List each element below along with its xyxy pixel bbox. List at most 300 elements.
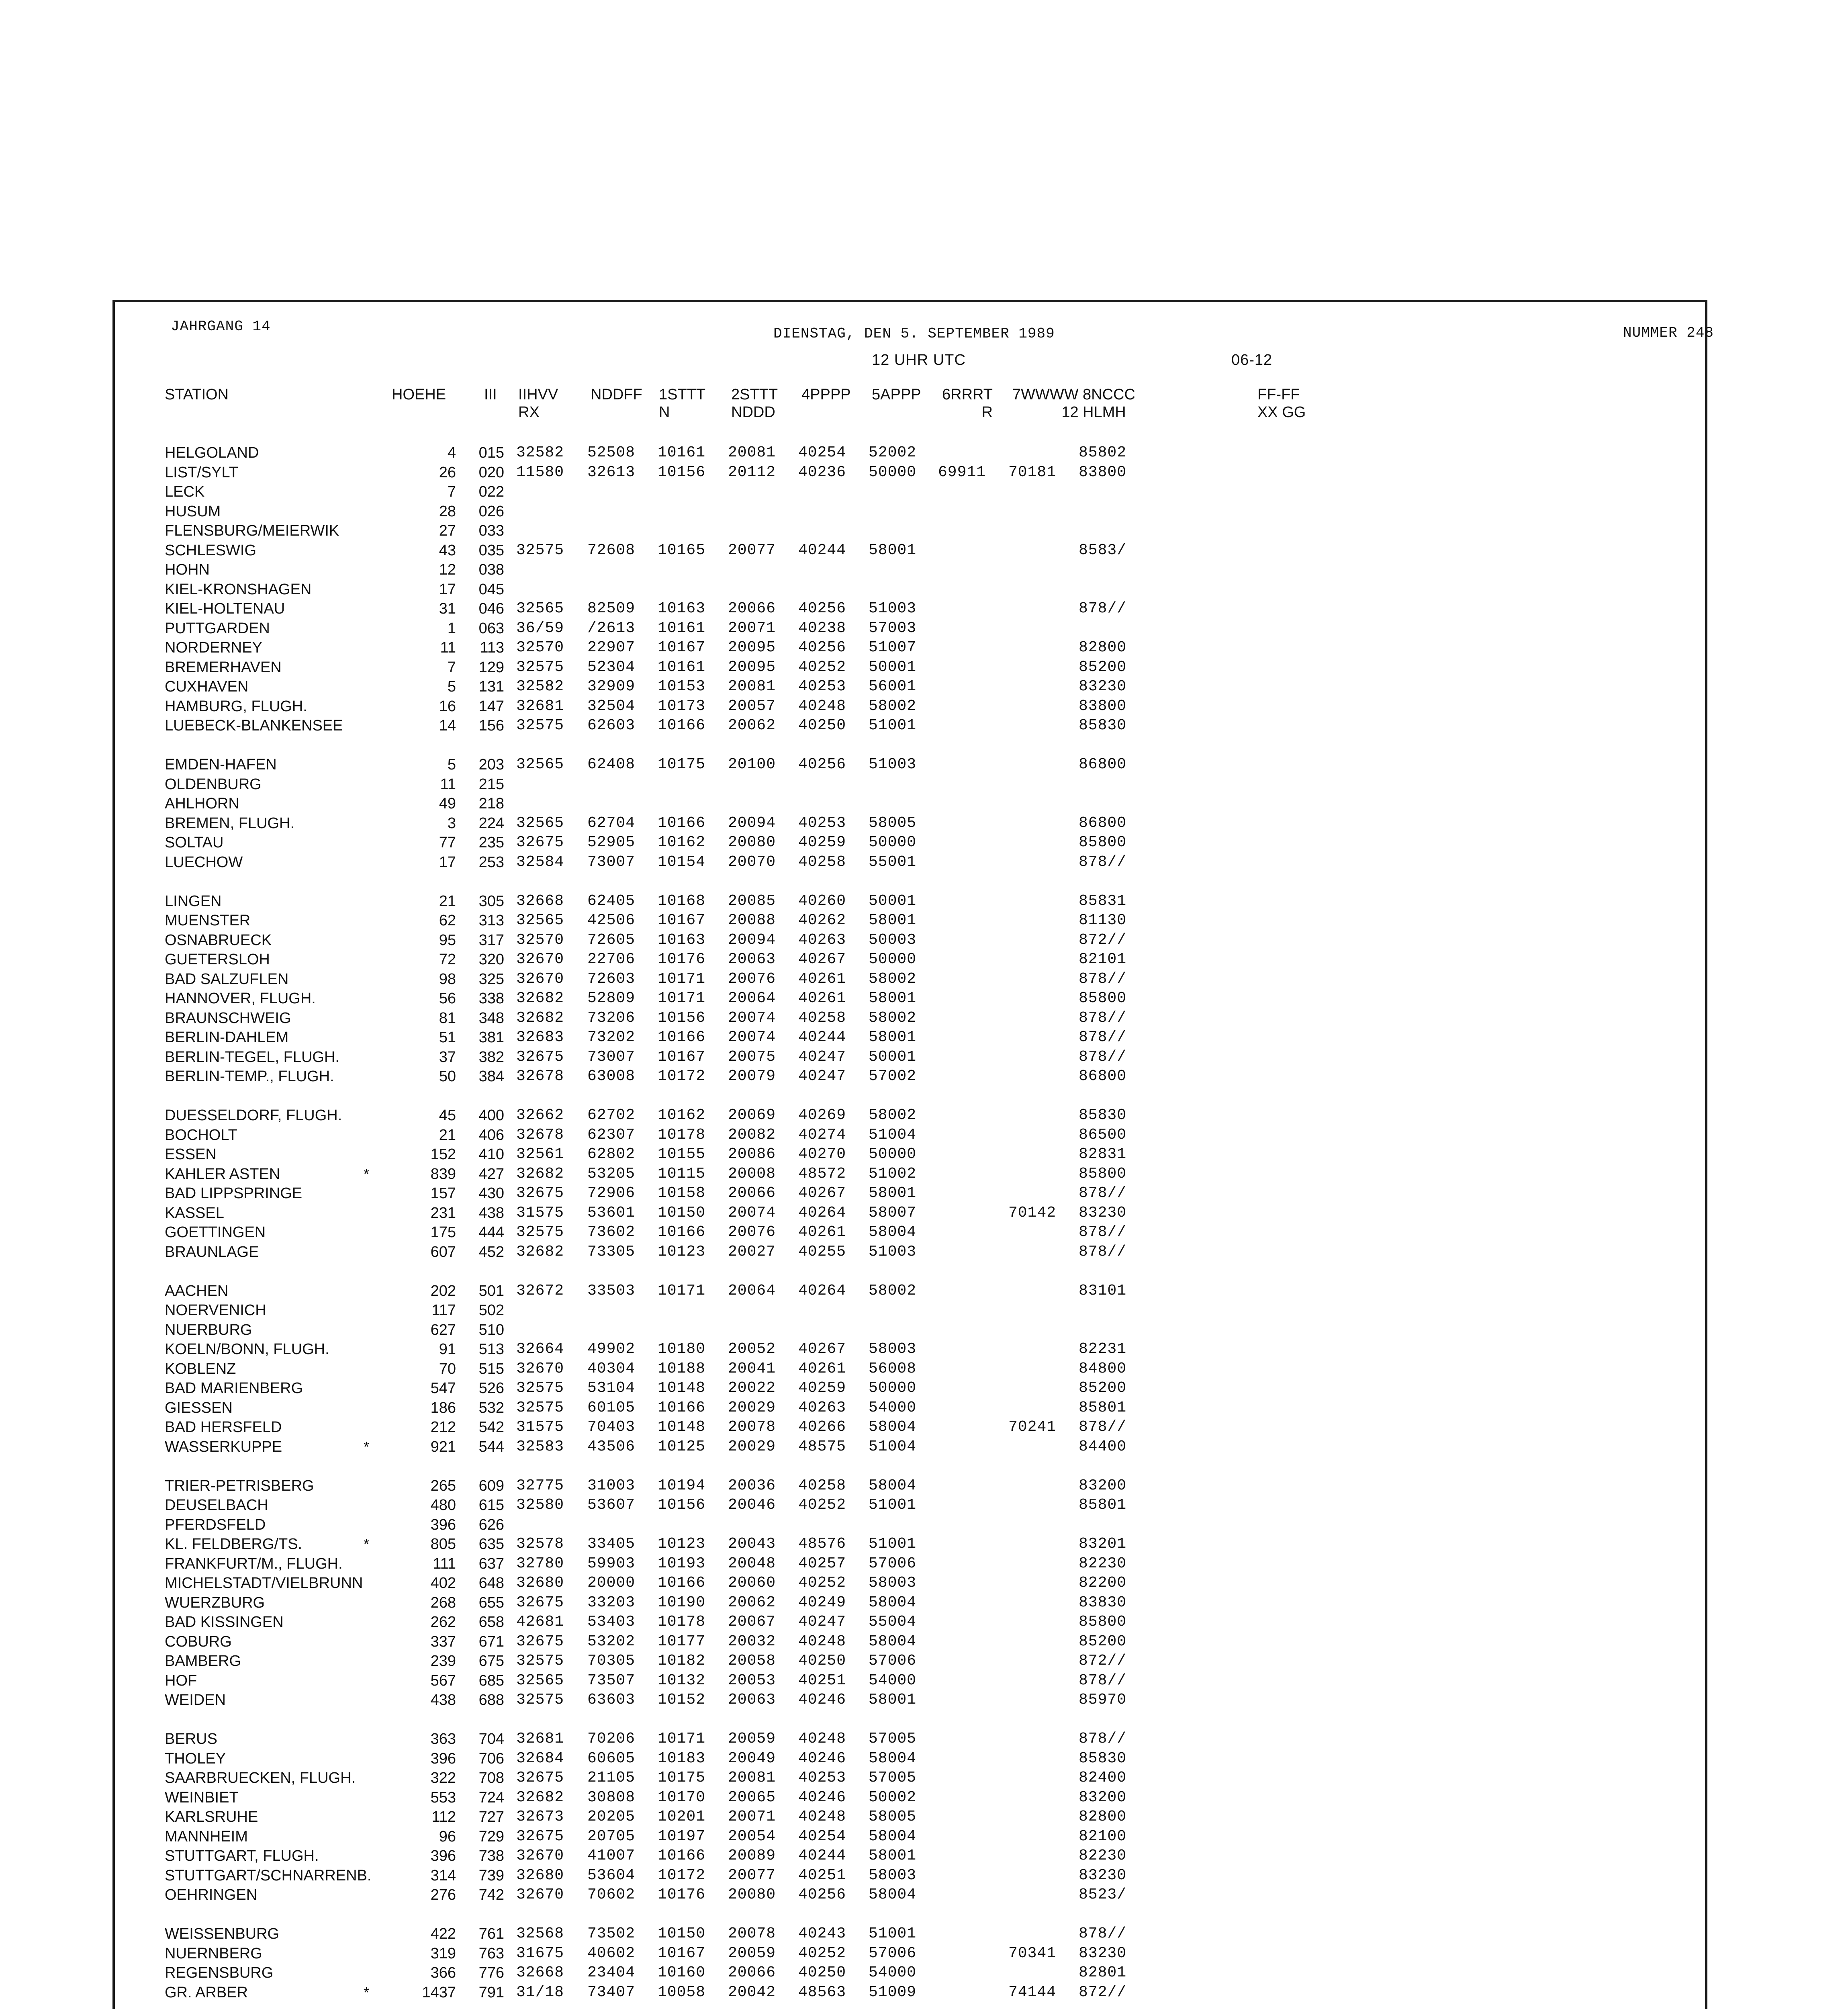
cell-iii: 542 xyxy=(478,1419,504,1436)
cell-c4: 20071 xyxy=(728,619,776,637)
cell-iii: 224 xyxy=(478,814,504,832)
cell-c6: 58002 xyxy=(869,970,917,988)
cell-c3: 10166 xyxy=(658,1223,706,1241)
cell-name: HELGOLAND xyxy=(165,444,259,461)
cell-name: STUTTGART, FLUGH. xyxy=(165,1847,319,1864)
cell-c2: 82509 xyxy=(587,600,636,617)
cell-c1: 32681 xyxy=(516,1730,564,1747)
cell-c4: 20088 xyxy=(728,912,776,929)
cell-iii: 410 xyxy=(478,1146,504,1163)
cell-name: SAARBRUECKEN, FLUGH. xyxy=(165,1770,356,1786)
table-row xyxy=(0,1573,1205,1593)
cell-c2: 52304 xyxy=(587,658,636,676)
cell-c5: 40261 xyxy=(798,1360,846,1377)
cell-c1: 32675 xyxy=(516,1769,564,1786)
cell-c2: 73206 xyxy=(587,1009,636,1027)
cell-c3: 10161 xyxy=(658,444,706,461)
cell-c4: 20022 xyxy=(728,1379,776,1397)
table-row xyxy=(0,1866,1205,1885)
cell-c6: 57006 xyxy=(869,1652,917,1669)
cell-hoehe: 276 xyxy=(430,1886,456,1903)
cell-c4: 20063 xyxy=(728,1691,776,1708)
cell-c9: 85800 xyxy=(1079,1165,1127,1182)
cell-c4: 20081 xyxy=(728,444,776,461)
cell-c9: 83101 xyxy=(1079,1282,1127,1299)
cell-c9: 82801 xyxy=(1079,1964,1127,1981)
cell-c3: 10160 xyxy=(658,1964,706,1981)
cell-iii: 063 xyxy=(478,620,504,637)
cell-name: BREMEN, FLUGH. xyxy=(165,814,295,832)
cell-c9: 82100 xyxy=(1079,1827,1127,1845)
cell-c4: 20069 xyxy=(728,1107,776,1124)
cell-hoehe: 322 xyxy=(430,1770,456,1786)
cell-name: EMDEN-HAFEN xyxy=(165,756,277,773)
cell-iii: 706 xyxy=(478,1750,504,1767)
cell-c9: 86500 xyxy=(1079,1126,1127,1144)
cell-c9: 85830 xyxy=(1079,1107,1127,1124)
cell-c5: 40244 xyxy=(798,1029,846,1046)
cell-name: WUERZBURG xyxy=(165,1594,265,1611)
cell-name: BAD SALZUFLEN xyxy=(165,970,289,988)
cell-c5: 40244 xyxy=(798,541,846,559)
cell-c1: 32582 xyxy=(516,444,564,461)
cell-name: HANNOVER, FLUGH. xyxy=(165,990,316,1007)
cell-c3: 10176 xyxy=(658,1886,706,1903)
cell-c1: 32580 xyxy=(516,1496,564,1514)
cell-c5: 40259 xyxy=(798,834,846,851)
cell-c2: 62307 xyxy=(587,1126,636,1144)
cell-name: KOELN/BONN, FLUGH. xyxy=(165,1341,329,1358)
cell-c1: 32682 xyxy=(516,1243,564,1260)
cell-c9: 878// xyxy=(1079,1418,1127,1436)
cell-star: * xyxy=(364,1984,370,2001)
table-row xyxy=(0,1301,1205,1320)
table-row xyxy=(0,502,1205,521)
cell-c2: 53104 xyxy=(587,1379,636,1397)
cell-name: KARLSRUHE xyxy=(165,1809,258,1825)
cell-c1: 32675 xyxy=(516,834,564,851)
cell-iii: 675 xyxy=(478,1653,504,1669)
cell-c3: 10154 xyxy=(658,853,706,871)
cell-c3: 10166 xyxy=(658,1574,706,1592)
cell-c3: 10172 xyxy=(658,1866,706,1884)
cell-c3: 10182 xyxy=(658,1652,706,1669)
cell-c3: 10156 xyxy=(658,1496,706,1514)
cell-c3: 10115 xyxy=(658,1165,706,1182)
cell-name: AHLHORN xyxy=(165,795,239,812)
cell-c5: 40267 xyxy=(798,951,846,968)
table-row xyxy=(0,1242,1205,1262)
cell-hoehe: 26 xyxy=(439,464,456,481)
cell-name: DEUSELBACH xyxy=(165,1497,268,1514)
cell-c4: 20074 xyxy=(728,1204,776,1221)
table-row xyxy=(0,716,1205,735)
col-6rrrt: 6RRRT R xyxy=(942,386,993,421)
cell-c1: 32670 xyxy=(516,1886,564,1903)
cell-c1: 32682 xyxy=(516,1165,564,1182)
cell-c1: 32570 xyxy=(516,639,564,656)
cell-c2: 62702 xyxy=(587,1107,636,1124)
cell-name: MANNHEIM xyxy=(165,1828,248,1845)
cell-c2: /2613 xyxy=(587,619,636,637)
cell-iii: 253 xyxy=(478,853,504,871)
cell-c2: 20705 xyxy=(587,1827,636,1845)
cell-c4: 20081 xyxy=(728,1769,776,1786)
cell-c9: 86800 xyxy=(1079,756,1127,773)
cell-hoehe: 839 xyxy=(430,1165,456,1182)
cell-c4: 20085 xyxy=(728,892,776,910)
cell-name: GR. ARBER xyxy=(165,1984,248,2001)
cell-c2: 70305 xyxy=(587,1652,636,1669)
cell-c2: 72603 xyxy=(587,970,636,988)
table-row xyxy=(0,1807,1205,1827)
table-row xyxy=(0,775,1205,794)
cell-c9: 82101 xyxy=(1079,951,1127,968)
cell-hoehe: 157 xyxy=(430,1185,456,1202)
cell-c2: 53205 xyxy=(587,1165,636,1182)
cell-iii: 348 xyxy=(478,1009,504,1027)
cell-hoehe: 553 xyxy=(430,1789,456,1806)
cell-c1: 32678 xyxy=(516,1126,564,1144)
cell-c4: 20080 xyxy=(728,834,776,851)
cell-c9: 85200 xyxy=(1079,1633,1127,1650)
cell-c6: 58005 xyxy=(869,1808,917,1825)
cell-c3: 10166 xyxy=(658,814,706,832)
table-row xyxy=(0,1320,1205,1340)
cell-c4: 20064 xyxy=(728,990,776,1007)
cell-c1: 32683 xyxy=(516,1029,564,1046)
cell-c5: 40274 xyxy=(798,1126,846,1144)
cell-c3: 10132 xyxy=(658,1671,706,1689)
cell-c9: 81130 xyxy=(1079,912,1127,929)
cell-iii: 742 xyxy=(478,1886,504,1903)
cell-c4: 20036 xyxy=(728,1477,776,1494)
cell-c4: 20049 xyxy=(728,1749,776,1767)
table-row xyxy=(0,443,1205,462)
cell-c4: 20058 xyxy=(728,1652,776,1669)
cell-c2: 20205 xyxy=(587,1808,636,1825)
cell-c1: 32780 xyxy=(516,1555,564,1572)
cell-c3: 10172 xyxy=(658,1068,706,1085)
cell-c5: 40248 xyxy=(798,1633,846,1650)
cell-c2: 63603 xyxy=(587,1691,636,1708)
cell-c8: 70142 xyxy=(1008,1204,1057,1221)
cell-c5: 40267 xyxy=(798,1340,846,1358)
cell-iii: 532 xyxy=(478,1399,504,1416)
cell-c3: 10156 xyxy=(658,1009,706,1027)
cell-c6: 58004 xyxy=(869,1418,917,1436)
cell-c9: 872// xyxy=(1079,1983,1127,2001)
cell-c4: 20065 xyxy=(728,1788,776,1806)
cell-hoehe: 50 xyxy=(439,1068,456,1085)
table-row xyxy=(0,1009,1205,1028)
cell-name: KAHLER ASTEN xyxy=(165,1165,280,1182)
cell-c1: 32664 xyxy=(516,1340,564,1358)
cell-c3: 10161 xyxy=(658,658,706,676)
cell-hoehe: 921 xyxy=(430,1438,456,1455)
cell-name: OEHRINGEN xyxy=(165,1886,258,1903)
cell-name: BAD HERSFELD xyxy=(165,1419,282,1436)
cell-c3: 10166 xyxy=(658,717,706,734)
cell-hoehe: 567 xyxy=(430,1672,456,1689)
cell-hoehe: 268 xyxy=(430,1594,456,1611)
cell-c5: 40250 xyxy=(798,1964,846,1981)
cell-c4: 20008 xyxy=(728,1165,776,1182)
cell-c6: 50002 xyxy=(869,1788,917,1806)
cell-c9: 85970 xyxy=(1079,1691,1127,1708)
cell-c3: 10201 xyxy=(658,1808,706,1825)
table-row xyxy=(0,931,1205,950)
cell-c4: 20064 xyxy=(728,1282,776,1299)
cell-c6: 57005 xyxy=(869,1730,917,1747)
cell-c1: 32578 xyxy=(516,1535,564,1553)
table-row xyxy=(0,794,1205,813)
cell-hoehe: 438 xyxy=(430,1692,456,1708)
table-row xyxy=(0,697,1205,716)
cell-c3: 10162 xyxy=(658,834,706,851)
cell-name: MUENSTER xyxy=(165,912,251,929)
table-row xyxy=(0,1203,1205,1223)
table-row xyxy=(0,1340,1205,1359)
cell-c6: 58001 xyxy=(869,1185,917,1202)
cell-name: BRAUNSCHWEIG xyxy=(165,1009,291,1027)
cell-c9: 82230 xyxy=(1079,1555,1127,1572)
jahrgang-label: JAHRGANG 14 xyxy=(171,318,271,335)
cell-c2: 41007 xyxy=(587,1847,636,1864)
cell-c6: 58003 xyxy=(869,1340,917,1358)
cell-iii: 452 xyxy=(478,1243,504,1260)
cell-c6: 54000 xyxy=(869,1671,917,1689)
col-1sttt: 1STTT N xyxy=(659,386,706,421)
cell-c2: 31003 xyxy=(587,1477,636,1494)
cell-c6: 51001 xyxy=(869,717,917,734)
cell-c9: 86800 xyxy=(1079,1068,1127,1085)
cell-c5: 48563 xyxy=(798,1983,846,2001)
cell-c6: 51001 xyxy=(869,1535,917,1553)
cell-c4: 20032 xyxy=(728,1633,776,1650)
cell-c6: 58001 xyxy=(869,1847,917,1864)
cell-c9: 83830 xyxy=(1079,1594,1127,1611)
table-row xyxy=(0,463,1205,482)
cell-c5: 40252 xyxy=(798,1944,846,1962)
cell-c9: 85830 xyxy=(1079,717,1127,734)
cell-c5: 40247 xyxy=(798,1613,846,1631)
cell-hoehe: 17 xyxy=(439,581,456,598)
cell-c2: 22706 xyxy=(587,951,636,968)
cell-c1: 32662 xyxy=(516,1107,564,1124)
cell-c1: 32682 xyxy=(516,1788,564,1806)
cell-c1: 32678 xyxy=(516,1068,564,1085)
cell-c4: 20079 xyxy=(728,1068,776,1085)
cell-c1: 32565 xyxy=(516,1671,564,1689)
cell-c6: 50003 xyxy=(869,931,917,949)
cell-c5: 48572 xyxy=(798,1165,846,1182)
cell-c9: 85801 xyxy=(1079,1399,1127,1416)
cell-c9: 83200 xyxy=(1079,1788,1127,1806)
cell-c9: 85801 xyxy=(1079,1496,1127,1514)
cell-c1: 32675 xyxy=(516,1185,564,1202)
cell-name: LIST/SYLT xyxy=(165,464,239,481)
cell-c5: 40255 xyxy=(798,1243,846,1260)
cell-c2: 53403 xyxy=(587,1613,636,1631)
cell-c1: 32565 xyxy=(516,756,564,773)
col-hoehe: HOEHE xyxy=(392,386,446,403)
cell-c9: 878// xyxy=(1079,1029,1127,1046)
cell-name: BRAUNLAGE xyxy=(165,1243,259,1260)
cell-hoehe: 81 xyxy=(439,1009,456,1027)
table-row xyxy=(0,1359,1205,1379)
col-iii: III xyxy=(484,386,497,403)
table-row xyxy=(0,1944,1205,1963)
cell-c6: 51003 xyxy=(869,600,917,617)
cell-c9: 83230 xyxy=(1079,1944,1127,1962)
utc-time-label: 12 UHR UTC xyxy=(872,352,966,368)
cell-c2: 32613 xyxy=(587,463,636,481)
cell-c3: 10163 xyxy=(658,931,706,949)
cell-c6: 51001 xyxy=(869,1496,917,1514)
cell-hoehe: 3 xyxy=(447,814,456,832)
cell-c5: 40246 xyxy=(798,1788,846,1806)
cell-c5: 40263 xyxy=(798,1399,846,1416)
cell-iii: 382 xyxy=(478,1048,504,1066)
cell-c2: 42506 xyxy=(587,912,636,929)
cell-c6: 58004 xyxy=(869,1223,917,1241)
cell-c5: 40246 xyxy=(798,1749,846,1767)
cell-iii: 526 xyxy=(478,1380,504,1397)
cell-iii: 218 xyxy=(478,795,504,812)
cell-c5: 40253 xyxy=(798,1769,846,1786)
cell-c5: 40263 xyxy=(798,931,846,949)
cell-c3: 10166 xyxy=(658,1399,706,1416)
cell-c4: 20043 xyxy=(728,1535,776,1553)
cell-c5: 40253 xyxy=(798,814,846,832)
table-row xyxy=(0,892,1205,911)
cell-iii: 131 xyxy=(478,678,504,695)
cell-iii: 305 xyxy=(478,892,504,910)
table-row xyxy=(0,677,1205,696)
cell-iii: 026 xyxy=(478,503,504,520)
cell-c1: 32670 xyxy=(516,1847,564,1864)
cell-c5: 40251 xyxy=(798,1671,846,1689)
cell-c5: 40267 xyxy=(798,1185,846,1202)
cell-name: FRANKFURT/M., FLUGH. xyxy=(165,1555,343,1572)
cell-c1: 32575 xyxy=(516,1691,564,1708)
cell-iii: 320 xyxy=(478,951,504,968)
cell-c3: 10166 xyxy=(658,1029,706,1046)
cell-c4: 20078 xyxy=(728,1925,776,1942)
cell-c4: 20060 xyxy=(728,1574,776,1592)
cell-c1: 32584 xyxy=(516,853,564,871)
cell-c5: 40247 xyxy=(798,1068,846,1085)
cell-c4: 20029 xyxy=(728,1399,776,1416)
issue-number: NUMMER 248 xyxy=(1623,325,1714,341)
cell-iii: 708 xyxy=(478,1770,504,1786)
cell-hoehe: 51 xyxy=(439,1029,456,1046)
cell-name: KASSEL xyxy=(165,1204,224,1221)
cell-c6: 58004 xyxy=(869,1749,917,1767)
cell-hoehe: 547 xyxy=(430,1380,456,1397)
cell-c1: 32682 xyxy=(516,1009,564,1027)
cell-c4: 20048 xyxy=(728,1555,776,1572)
table-row xyxy=(0,1125,1205,1145)
cell-c5: 40264 xyxy=(798,1204,846,1221)
cell-c2: 72605 xyxy=(587,931,636,949)
cell-name: GOETTINGEN xyxy=(165,1224,266,1241)
cell-hoehe: 31 xyxy=(439,600,456,617)
cell-c6: 51001 xyxy=(869,1925,917,1942)
cell-c2: 20000 xyxy=(587,1574,636,1592)
table-row xyxy=(0,853,1205,872)
cell-c6: 50000 xyxy=(869,1146,917,1163)
cell-c6: 58005 xyxy=(869,814,917,832)
cell-c9: 82231 xyxy=(1079,1340,1127,1358)
cell-c5: 40262 xyxy=(798,912,846,929)
cell-c6: 57006 xyxy=(869,1555,917,1572)
cell-c9: 83200 xyxy=(1079,1477,1127,1494)
cell-iii: 313 xyxy=(478,912,504,929)
table-row xyxy=(0,521,1205,540)
cell-hoehe: 4 xyxy=(447,444,456,461)
cell-c4: 20071 xyxy=(728,1808,776,1825)
cell-c5: 40254 xyxy=(798,1827,846,1845)
cell-hoehe: 239 xyxy=(430,1653,456,1669)
cell-hoehe: 72 xyxy=(439,951,456,968)
cell-c6: 58002 xyxy=(869,1107,917,1124)
cell-c2: 70206 xyxy=(587,1730,636,1747)
cell-c6: 51004 xyxy=(869,1126,917,1144)
cell-c9: 82400 xyxy=(1079,1769,1127,1786)
table-row xyxy=(0,1788,1205,1807)
table-row xyxy=(0,580,1205,599)
cell-c1: 32570 xyxy=(516,931,564,949)
cell-c3: 10194 xyxy=(658,1477,706,1494)
cell-c1: 32670 xyxy=(516,951,564,968)
cell-iii: 381 xyxy=(478,1029,504,1046)
cell-iii: 406 xyxy=(478,1126,504,1144)
cell-c4: 20081 xyxy=(728,678,776,695)
cell-c5: 40254 xyxy=(798,444,846,461)
table-row xyxy=(0,560,1205,579)
cell-c4: 20041 xyxy=(728,1360,776,1377)
cell-c5: 40247 xyxy=(798,1048,846,1066)
cell-iii: 791 xyxy=(478,1984,504,2001)
cell-c4: 20059 xyxy=(728,1944,776,1962)
cell-c4: 20066 xyxy=(728,1964,776,1981)
cell-name: BAD MARIENBERG xyxy=(165,1380,303,1397)
cell-c3: 10197 xyxy=(658,1827,706,1845)
cell-iii: 147 xyxy=(478,698,504,715)
table-row xyxy=(0,1028,1205,1047)
cell-hoehe: 366 xyxy=(430,1964,456,1981)
cell-c6: 58002 xyxy=(869,1009,917,1027)
cell-c9: 84400 xyxy=(1079,1438,1127,1455)
cell-c6: 50001 xyxy=(869,1048,917,1066)
cell-c5: 40249 xyxy=(798,1594,846,1611)
cell-iii: 156 xyxy=(478,717,504,734)
cell-c5: 40256 xyxy=(798,639,846,656)
cell-c6: 50000 xyxy=(869,951,917,968)
cell-name: BERLIN-DAHLEM xyxy=(165,1029,289,1046)
cell-hoehe: 5 xyxy=(447,678,456,695)
cell-c3: 10171 xyxy=(658,1730,706,1747)
cell-name: MICHELSTADT/VIELBRUNN xyxy=(165,1575,363,1592)
cell-hoehe: 262 xyxy=(430,1614,456,1631)
cell-hoehe: 49 xyxy=(439,795,456,812)
cell-c9: 83230 xyxy=(1079,678,1127,695)
cell-c4: 20054 xyxy=(728,1827,776,1845)
cell-hoehe: 21 xyxy=(439,892,456,910)
cell-iii: 671 xyxy=(478,1633,504,1650)
